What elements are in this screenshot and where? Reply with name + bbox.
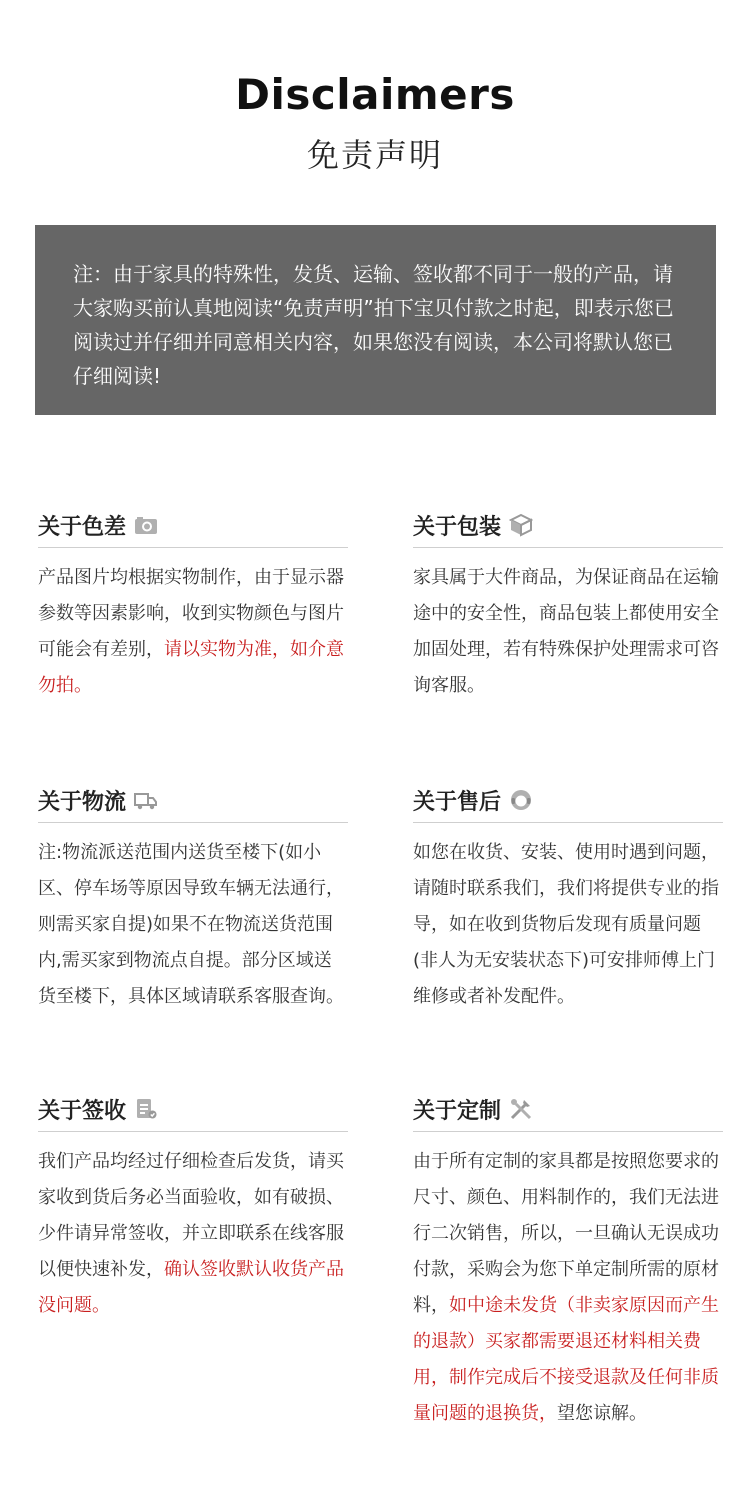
section-title: 关于售后 bbox=[413, 789, 502, 815]
section-text-highlight: 请以实物为准，如介意勿拍。 bbox=[38, 639, 344, 696]
section-text-highlight: 确认签收默认收货产品没问题。 bbox=[38, 1259, 344, 1316]
package-icon bbox=[509, 513, 533, 537]
truck-icon bbox=[134, 788, 158, 812]
section-body: 注:物流派送范围内送货至楼下(如小区、停车场等原因导致车辆无法通行，则需买家自提)如果不在物流送货范围内,需买家到物流点自提。部分区域送货至楼下，具体区域请联系客服查询。 bbox=[38, 842, 344, 1007]
section-text-end: 望您谅解。 bbox=[557, 1403, 647, 1424]
section-logistics bbox=[38, 778, 348, 1015]
page-title: Disclaimers bbox=[235, 70, 515, 119]
section-title: 关于包装 bbox=[413, 514, 502, 540]
section-header bbox=[413, 778, 723, 823]
clipboard-icon bbox=[134, 1097, 158, 1121]
section-title: 关于色差 bbox=[38, 514, 127, 540]
section-aftersales bbox=[413, 778, 723, 1015]
section-text-highlight: 如中途未发货（非卖家原因而产生的退款）买家都需要退还材料相关费用，制作完成后不接受退款及任何非质量问题的退换货， bbox=[413, 1295, 719, 1424]
section-text: 我们产品均经过仔细检查后发货，请买家收到货后务必当面验收，如有破损、少件请异常签收，并立即联系在线客服以便快速补发， bbox=[38, 1151, 344, 1280]
section-signing bbox=[38, 1087, 348, 1324]
section-body: 如您在收货、安装、使用时遇到问题，请随时联系我们，我们将提供专业的指导，如在收到货物后发现有质量问题(非人为无安装状态下)可安排师傅上门维修或者补发配件。 bbox=[413, 842, 719, 1007]
section-body: 家具属于大件商品，为保证商品在运输途中的安全性，商品包装上都使用安全加固处理，若有特殊保护处理需求可咨询客服。 bbox=[413, 567, 719, 696]
section-title: 关于签收 bbox=[38, 1098, 127, 1124]
section-header bbox=[38, 503, 348, 548]
section-header bbox=[413, 1087, 723, 1132]
section-title: 关于定制 bbox=[413, 1098, 502, 1124]
section-header bbox=[38, 1087, 348, 1132]
section-body bbox=[38, 1144, 348, 1324]
notice-text: 注：由于家具的特殊性，发货、运输、签收都不同于一般的产品，请大家购买前认真地阅读“免责声明”拍下宝贝付款之时起，即表示您已阅读过并仔细并同意相关内容，如果您没有阅读，本公司将默认您已仔细阅读! bbox=[73, 262, 674, 388]
section-title: 关于物流 bbox=[38, 789, 127, 815]
headset-icon bbox=[509, 788, 533, 812]
notice-box bbox=[35, 225, 716, 415]
tools-icon bbox=[509, 1097, 533, 1121]
section-color bbox=[38, 503, 348, 704]
section-header bbox=[38, 778, 348, 823]
page-subtitle: 免责声明 bbox=[306, 136, 443, 174]
camera-icon bbox=[134, 513, 158, 537]
section-custom bbox=[413, 1087, 723, 1432]
section-text: 产品图片均根据实物制作，由于显示器参数等因素影响，收到实物颜色与图片可能会有差别， bbox=[38, 567, 344, 660]
section-body bbox=[413, 1144, 723, 1432]
section-body bbox=[38, 560, 348, 704]
section-header bbox=[413, 503, 723, 548]
section-text: 由于所有定制的家具都是按照您要求的尺寸、颜色、用料制作的，我们无法进行二次销售，所以，一旦确认无误成功付款，采购会为您下单定制所需的原材料， bbox=[413, 1151, 719, 1316]
section-packaging bbox=[413, 503, 723, 704]
